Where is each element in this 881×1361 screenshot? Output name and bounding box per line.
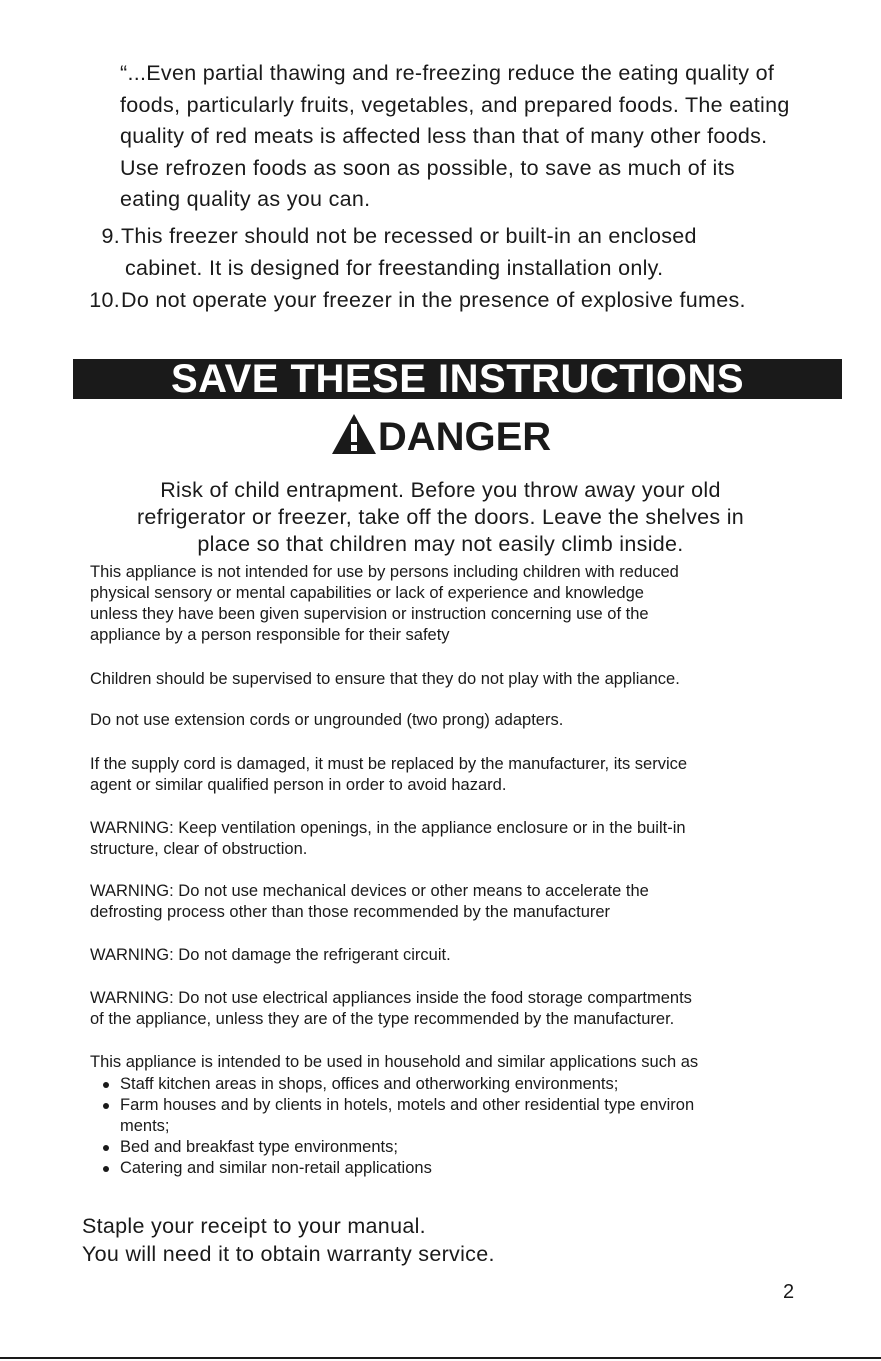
paragraph-line: unless they have been given supervision or instruction concerning use of the (90, 605, 649, 623)
danger-title: DANGER (377, 415, 552, 459)
danger-line: place so that children may not easily climb inside. (197, 532, 684, 556)
paragraph-line: WARNING: Do not use electrical appliances inside the food storage compartments (90, 989, 692, 1007)
paragraph-line: physical sensory or mental capabilities or lack of experience and knowledge (90, 584, 644, 602)
paragraph-line: WARNING: Do not damage the refrigerant circuit. (90, 946, 451, 964)
list-item: Catering and similar non-retail applications (100, 1158, 860, 1179)
danger-line: Risk of child entrapment. Before you throw away your old (160, 478, 721, 502)
list-item-number: 10. (89, 288, 120, 312)
paragraph-line: WARNING: Keep ventilation openings, in the appliance enclosure or in the built-in (90, 819, 686, 837)
danger-text (0, 477, 881, 558)
list-item-continuation: ments; (120, 1117, 170, 1135)
paragraph-line: of the appliance, unless they are of the type recommended by the manufacturer. (90, 1010, 675, 1028)
paragraph-line: This appliance is not intended for use by persons including children with reduced (90, 563, 679, 581)
paragraph-warning-defrosting (90, 881, 850, 923)
warning-triangle-icon (330, 412, 378, 456)
paragraph-line: Children should be supervised to ensure that they do not play with the appliance. (90, 670, 680, 688)
paragraph-line: structure, clear of obstruction. (90, 840, 308, 858)
list-item-number: 9. (101, 224, 120, 248)
page-number: 2 (783, 1281, 795, 1303)
quote-line: “...Even partial thawing and re-freezing reduce the eating quality of (120, 61, 775, 85)
paragraph-extension-cords (90, 710, 850, 731)
paragraph-household-use (90, 1052, 850, 1073)
paragraph-supply-cord (90, 754, 850, 796)
paragraph-warning-ventilation (90, 818, 850, 860)
staple-line: You will need it to obtain warranty service. (82, 1242, 495, 1266)
quote-block (120, 58, 860, 216)
applications-list (100, 1074, 860, 1179)
list-item: Farm houses and by clients in hotels, motels and other residential type environ (100, 1095, 860, 1116)
quote-line: foods, particularly fruits, vegetables, and prepared foods. The eating (120, 92, 790, 117)
save-instructions-banner: SAVE THESE INSTRUCTIONS (73, 359, 842, 399)
paragraph-line: If the supply cord is damaged, it must be replaced by the manufacturer, its service (90, 755, 688, 773)
list-item-line: This freezer should not be recessed or built-in an enclosed (121, 224, 697, 248)
paragraph-warning-refrigerant (90, 945, 850, 966)
danger-line: refrigerator or freezer, take off the doors. Leave the shelves in (136, 505, 745, 529)
quote-line: eating quality as you can. (120, 187, 371, 211)
paragraph-line: agent or similar qualified person in order to avoid hazard. (90, 776, 507, 794)
bottom-rule (0, 1357, 881, 1359)
paragraph-line: defrosting process other than those recommended by the manufacturer (90, 903, 611, 921)
danger-heading (0, 412, 881, 462)
paragraph-line: Do not use extension cords or ungrounded (two prong) adapters. (90, 711, 564, 729)
paragraph-warning-electrical (90, 988, 850, 1030)
paragraph-children (90, 669, 850, 690)
staple-receipt-note (82, 1212, 495, 1268)
paragraph-line: This appliance is intended to be used in household and similar applications such as (90, 1053, 699, 1071)
list-item-line: Do not operate your freezer in the presence of explosive fumes. (121, 288, 746, 312)
staple-line: Staple your receipt to your manual. (82, 1214, 426, 1238)
quote-line: Use refrozen foods as soon as possible, to save as much of its (120, 155, 735, 180)
paragraph-line: WARNING: Do not use mechanical devices or other means to accelerate the (90, 882, 649, 900)
list-item: Staff kitchen areas in shops, offices and otherworking environments; (100, 1074, 860, 1095)
paragraph-line: appliance by a person responsible for their safety (90, 626, 450, 644)
list-item-line: cabinet. It is designed for freestanding installation only. (125, 255, 664, 280)
paragraph-intended-use (90, 562, 850, 646)
list-item: Bed and breakfast type environments; (100, 1137, 860, 1158)
quote-line: quality of red meats is affected less than that of many other foods. (120, 124, 768, 148)
